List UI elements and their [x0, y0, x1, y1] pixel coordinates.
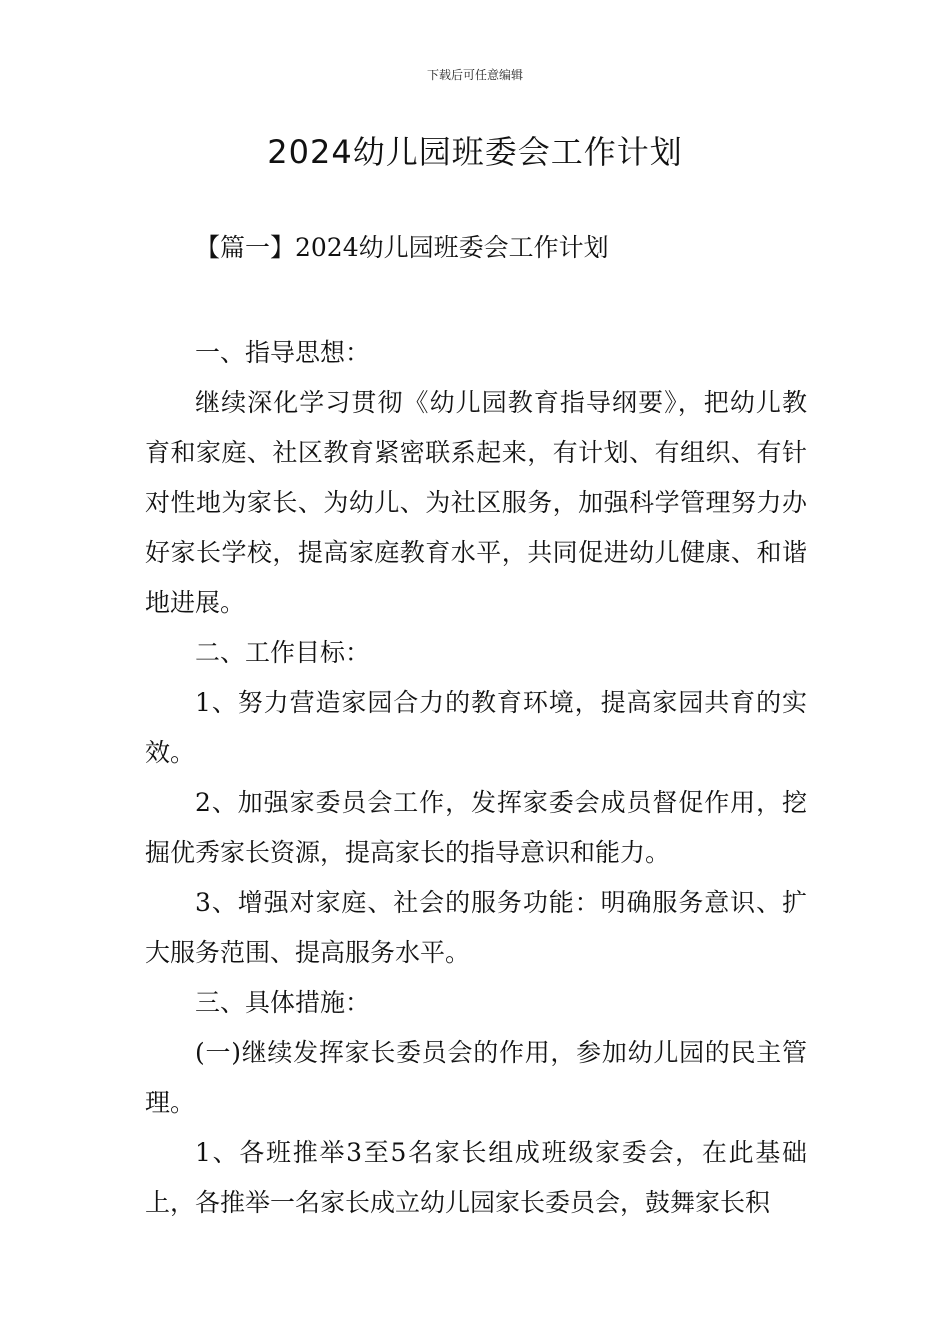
goal-item-3: 3、增强对家庭、社会的服务功能：明确服务意识、扩大服务范围、提高服务水平。 [145, 888, 807, 967]
document-body [145, 328, 807, 1228]
goal-item-1: 1、努力营造家园合力的教育环境，提高家园共育的实效。 [145, 688, 807, 767]
measure-subheading-1: (一)继续发挥家长委员会的作用，参加幼儿园的民主管理。 [145, 1038, 807, 1117]
document-title: 2024幼儿园班委会工作计划 [267, 133, 683, 171]
heading-work-goals: 二、工作目标： [195, 638, 371, 667]
header-note: 下载后可任意编辑 [426, 68, 523, 82]
goal-item-2: 2、加强家委员会工作，发挥家委会成员督促作用，挖掘优秀家长资源，提高家长的指导意识和能力。 [145, 788, 807, 867]
heading-specific-measures: 三、具体措施： [195, 988, 371, 1017]
measure-item-1: 1、各班推举3至5名家长组成班级家委会，在此基础上，各推举一名家长成立幼儿园家长委员会，鼓舞家长积 [145, 1138, 807, 1217]
paragraph-guiding-ideology: 继续深化学习贯彻《幼儿园教育指导纲要》，把幼儿教育和家庭、社区教育紧密联系起来，有计划、有组织、有针对性地为家长、为幼儿、为社区服务，加强科学管理努力办好家长学校，提高家庭教育水平，共同促进幼儿健康、和谐地进展。 [145, 388, 807, 617]
section-heading: 【篇一】2024幼儿园班委会工作计划 [195, 233, 609, 262]
heading-guiding-ideology: 一、指导思想： [195, 338, 371, 367]
